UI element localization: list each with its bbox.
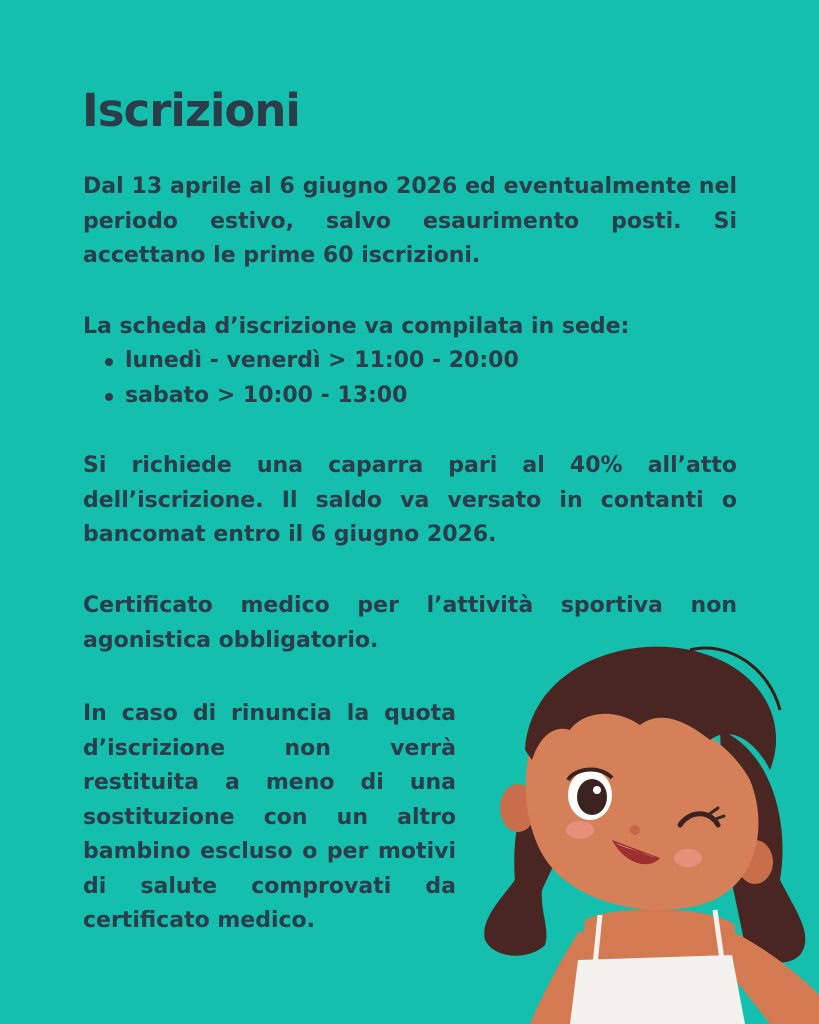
schedule-list — [103, 344, 519, 413]
girl-winking-illustration — [470, 630, 819, 1024]
refund-paragraph: In caso di rinuncia la quota d’iscrizione non verrà restituita a meno di una sostituzione con un altro bambino escluso o per motivi di salute comprovati da certificato medico. — [83, 701, 456, 933]
page-title: Iscrizioni — [82, 84, 300, 137]
schedule-item-saturday: sabato > 10:00 - 13:00 — [103, 379, 519, 414]
schedule-intro: La scheda d’iscrizione va compilata in sede: — [83, 314, 630, 339]
deposit-paragraph: Si richiede una caparra pari al 40% all’atto dell’iscrizione. Il saldo va versato in contanti o bancomat entro il 6 giugno 2026. — [83, 453, 737, 547]
medical-paragraph: Certificato medico per l’attività sportiva non agonistica obbligatorio. — [83, 593, 737, 653]
schedule-item-weekdays: lunedì - venerdì > 11:00 - 20:00 — [103, 344, 519, 379]
period-paragraph: Dal 13 aprile al 6 giugno 2026 ed eventualmente nel periodo estivo, salvo esaurimento posti. Si accettano le prime 60 iscrizioni. — [83, 174, 737, 268]
